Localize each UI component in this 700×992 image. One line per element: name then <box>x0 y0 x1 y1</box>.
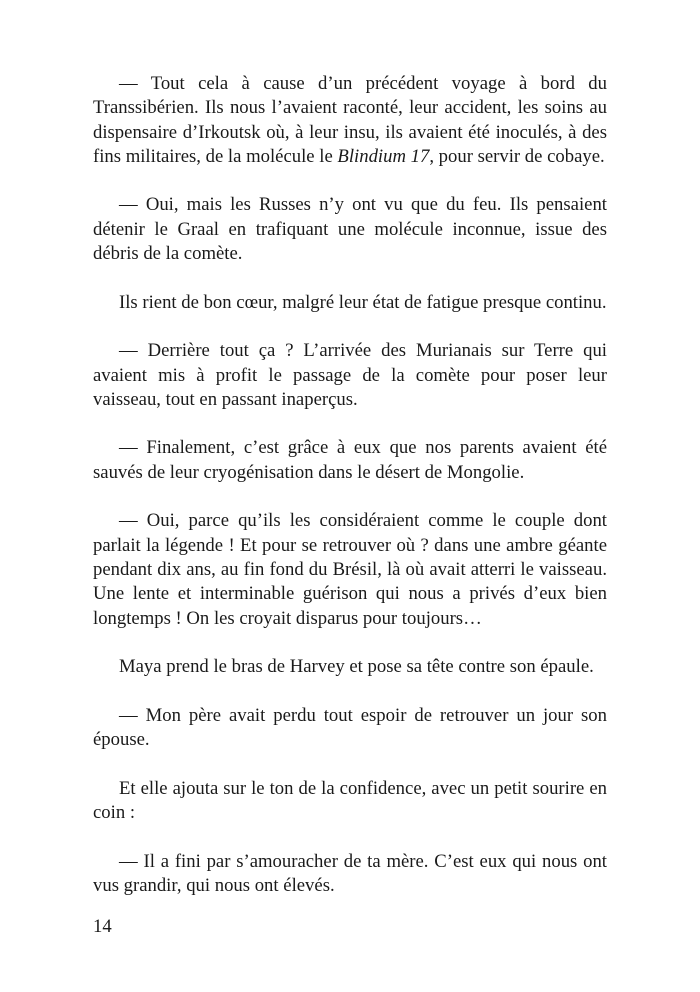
paragraph-1-italic-term: Blindium 17 <box>337 145 430 167</box>
paragraph-10: — Il a fini par s’amouracher de ta mère. C’est eux qui nous ont vus grandir, qui nous ont élevés. <box>93 850 607 896</box>
paragraph-1-text-start: — Tout cela à cause d’un précédent voyage à bord du Transsibérien. Ils nous l’avaient raconté, leur accident, les soins au dispensaire d’Irkoutsk où, à leur insu, ils avaient été inoculés, à des fins militaires, de la molécule le <box>93 73 607 167</box>
paragraph-7: Maya prend le bras de Harvey et pose sa tête contre son épaule. <box>119 656 594 678</box>
paragraph-9: Et elle ajouta sur le ton de la confidence, avec un petit sourire en coin : <box>93 777 607 823</box>
paragraph-8: — Mon père avait perdu tout espoir de retrouver un jour son épouse. <box>93 704 607 751</box>
body-text <box>93 72 607 922</box>
paragraph-2: — Oui, mais les Russes n’y ont vu que du feu. Ils pensaient détenir le Graal en trafiquant une molécule inconnue, issue des débris de la comète. <box>93 194 607 265</box>
paragraph-1 <box>93 72 607 169</box>
page-number: 14 <box>93 916 112 937</box>
paragraph-1-text-end: , pour servir de cobaye. <box>429 145 605 167</box>
paragraph-5: — Finalement, c’est grâce à eux que nos parents avaient été sauvés de leur cryogénisation dans le désert de Mongolie. <box>93 437 607 483</box>
paragraph-3: Ils rient de bon cœur, malgré leur état de fatigue presque continu. <box>119 291 607 313</box>
paragraph-6: — Oui, parce qu’ils les considéraient comme le couple dont parlait la légende ! Et pour se retrouver où ? dans une ambre géante pendant dix ans, au fin fond du Brésil, là où avait atterri le vaisseau. Une lente et interminable guérison qui nous a privés d’eux bien longtemps ! On les croyait disparus pour toujours… <box>93 510 607 629</box>
paragraph-4: — Derrière tout ça ? L’arrivée des Murianais sur Terre qui avaient mis à profit le passage de la comète pour poser leur vaisseau, tout en passant inaperçus. <box>93 340 607 410</box>
